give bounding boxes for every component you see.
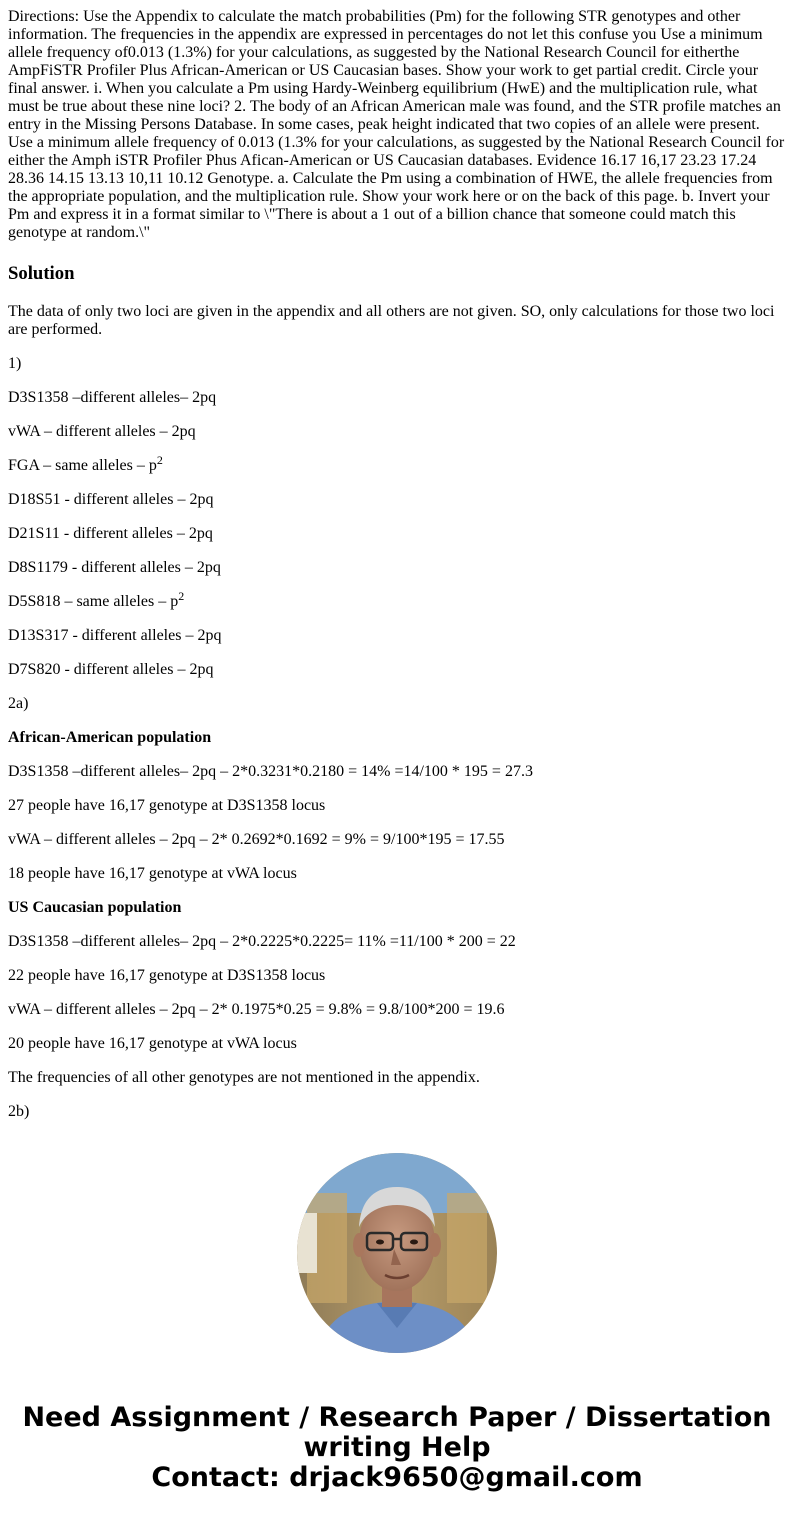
calc-line: vWA – different alleles – 2pq – 2* 0.1975*0.25 = 9.8% = 9.8/100*200 = 19.6 (8, 1001, 505, 1018)
superscript: 2 (156, 453, 163, 467)
locus-line: D21S11 - different alleles – 2pq (8, 525, 213, 542)
calc-line: 22 people have 16,17 genotype at D3S1358 locus (8, 967, 326, 984)
calc-line: 18 people have 16,17 genotype at vWA locus (8, 865, 297, 882)
document-content (8, 8, 786, 1123)
part-1-label: 1) (8, 355, 22, 372)
author-photo (297, 1153, 497, 1353)
us-caucasian-heading: US Caucasian population (8, 899, 182, 916)
contact-email: Contact: drjack9650@gmail.com (151, 1462, 643, 1493)
part-2b-label: 2b) (8, 1103, 30, 1120)
locus-line: D18S51 - different alleles – 2pq (8, 491, 214, 508)
portrait-image (297, 1153, 497, 1353)
locus-line: vWA – different alleles – 2pq (8, 423, 196, 440)
part-2a-label: 2a) (8, 695, 29, 712)
question-text: Directions: Use the Appendix to calculate the match probabilities (Pm) for the following STR genotypes and other information. The frequencies in the appendix are expressed in percentages do not let this confuse you Use a minimum allele frequency of0.013 (1.3%) for your calculations, as suggested by the National Research Council for eitherthe AmpFiSTR Profiler Plus African-American or US Caucasian bases. Show your work to get partial credit. Circle your final answer. i. When you calculate a Pm using Hardy-Weinberg equilibrium (HwE) and the multiplication rule, what must be true about these nine loci? 2. The body of an African American male was found, and the STR profile matches an entry in the Missing Persons Database. In some cases, peak height indicated that two copies of an allele were present. Use a minimum allele frequency of 0.013 (1.3% for your calculations, as suggested by the National Research Council for either the Amph iSTR Profiler Phus Afican-American or US Caucasian databases. Evidence 16.17 16,17 23.23 17.24 28.36 14.15 13.13 10,11 10.12 Genotype. a. Calculate the Pm using a combination of HWE, the allele frequencies from the appropriate population, and the multiplication rule. Show your work here or on the back of this page. b. Invert your Pm and express it in a format similar to \"There is about a 1 out of a billion chance that someone could match this genotype at random.\" (8, 8, 785, 241)
locus-line: D3S1358 –different alleles– 2pq (8, 389, 217, 406)
closing-line: The frequencies of all other genotypes are not mentioned in the appendix. (8, 1069, 480, 1086)
calc-line: vWA – different alleles – 2pq – 2* 0.2692*0.1692 = 9% = 9/100*195 = 17.55 (8, 831, 505, 848)
banner-line: writing Help (303, 1432, 491, 1463)
locus-line: D5S818 – same alleles – $p^2$ (8, 589, 185, 610)
calc-line: 27 people have 16,17 genotype at D3S1358 locus (8, 797, 326, 814)
banner-line: Need Assignment / Research Paper / Dissertation (22, 1402, 772, 1433)
locus-line: D13S317 - different alleles – 2pq (8, 627, 222, 644)
contact-banner (0, 1403, 794, 1493)
calc-line: D3S1358 –different alleles– 2pq – 2*0.3231*0.2180 = 14% =14/100 * 195 = 27.3 (8, 763, 533, 780)
calc-line: D3S1358 –different alleles– 2pq – 2*0.2225*0.2225= 11% =11/100 * 200 = 22 (8, 933, 516, 950)
locus-line: D7S820 - different alleles – 2pq (8, 661, 214, 678)
superscript: 2 (178, 589, 185, 603)
african-american-heading: African-American population (8, 729, 212, 746)
locus-line: D8S1179 - different alleles – 2pq (8, 559, 221, 576)
calc-line: 20 people have 16,17 genotype at vWA locus (8, 1035, 297, 1052)
locus-line: FGA – same alleles – $p^2$ (8, 453, 163, 474)
solution-intro: The data of only two loci are given in the appendix and all others are not given. SO, only calculations for those two loci are performed. (8, 303, 775, 338)
solution-heading: Solution (8, 263, 75, 284)
